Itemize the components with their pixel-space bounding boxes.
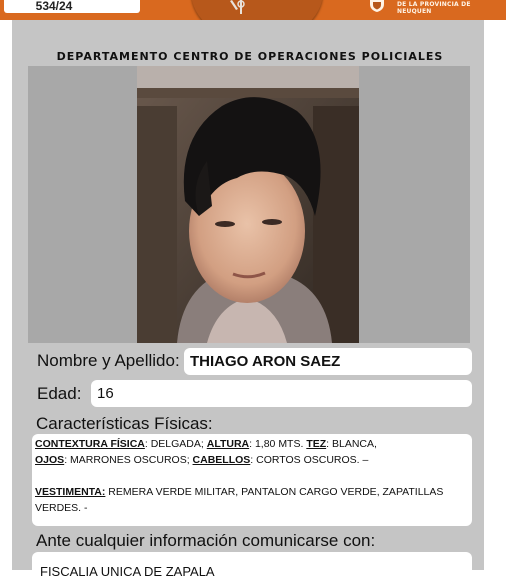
left-margin bbox=[0, 20, 12, 570]
clothing-value: REMERA VERDE MILITAR, PANTALON CARGO VERDE, ZAPATILLAS bbox=[105, 486, 444, 498]
eyes-key: OJOS bbox=[35, 454, 65, 466]
eyes-value: : MARRONES OSCUROS; bbox=[64, 454, 193, 466]
height-key: ALTURA bbox=[206, 438, 250, 450]
skin-key: TEZ bbox=[306, 438, 327, 450]
province-text: DE LA PROVINCIA DE NEUQUEN bbox=[397, 1, 471, 15]
height-value: : 1,80 MTS. bbox=[249, 438, 307, 450]
clothing-value-continued: VERDES. - bbox=[35, 502, 88, 514]
build-key: CONTEXTURA FÍSICA bbox=[35, 438, 145, 450]
description-line-4 bbox=[35, 500, 468, 516]
description-line-1 bbox=[35, 436, 468, 452]
department-title: DEPARTAMENTO CENTRO DE OPERACIONES POLICIALES bbox=[56, 50, 444, 63]
tools-icon bbox=[224, 0, 248, 14]
hair-value: : CORTOS OSCUROS. – bbox=[250, 454, 369, 466]
clothing-key: VESTIMENTA: bbox=[35, 486, 106, 498]
physical-label: Características Físicas: bbox=[36, 414, 213, 433]
contact-label: Ante cualquier información comunicarse con: bbox=[36, 531, 376, 550]
missing-person-photo bbox=[137, 66, 359, 343]
case-number-box bbox=[4, 0, 140, 13]
description-box bbox=[32, 434, 472, 526]
name-label: Nombre y Apellido: bbox=[37, 351, 180, 370]
description-line-2 bbox=[35, 452, 468, 468]
right-margin bbox=[484, 20, 506, 570]
case-number: 534/24 bbox=[35, 0, 73, 13]
name-value: THIAGO ARON SAEZ bbox=[184, 348, 472, 375]
contact-box bbox=[32, 552, 472, 582]
skin-value: : BLANCA, bbox=[326, 438, 377, 450]
age-label: Edad: bbox=[37, 384, 82, 403]
build-value: : DELGADA; bbox=[144, 438, 207, 450]
hair-key: CABELLOS bbox=[192, 454, 251, 466]
shield-icon bbox=[368, 0, 386, 12]
contact-value: FISCALIA UNICA DE ZAPALA bbox=[40, 564, 215, 579]
description-line-3 bbox=[35, 484, 468, 500]
age-value: 16 bbox=[91, 380, 472, 407]
description-spacer bbox=[35, 468, 468, 484]
